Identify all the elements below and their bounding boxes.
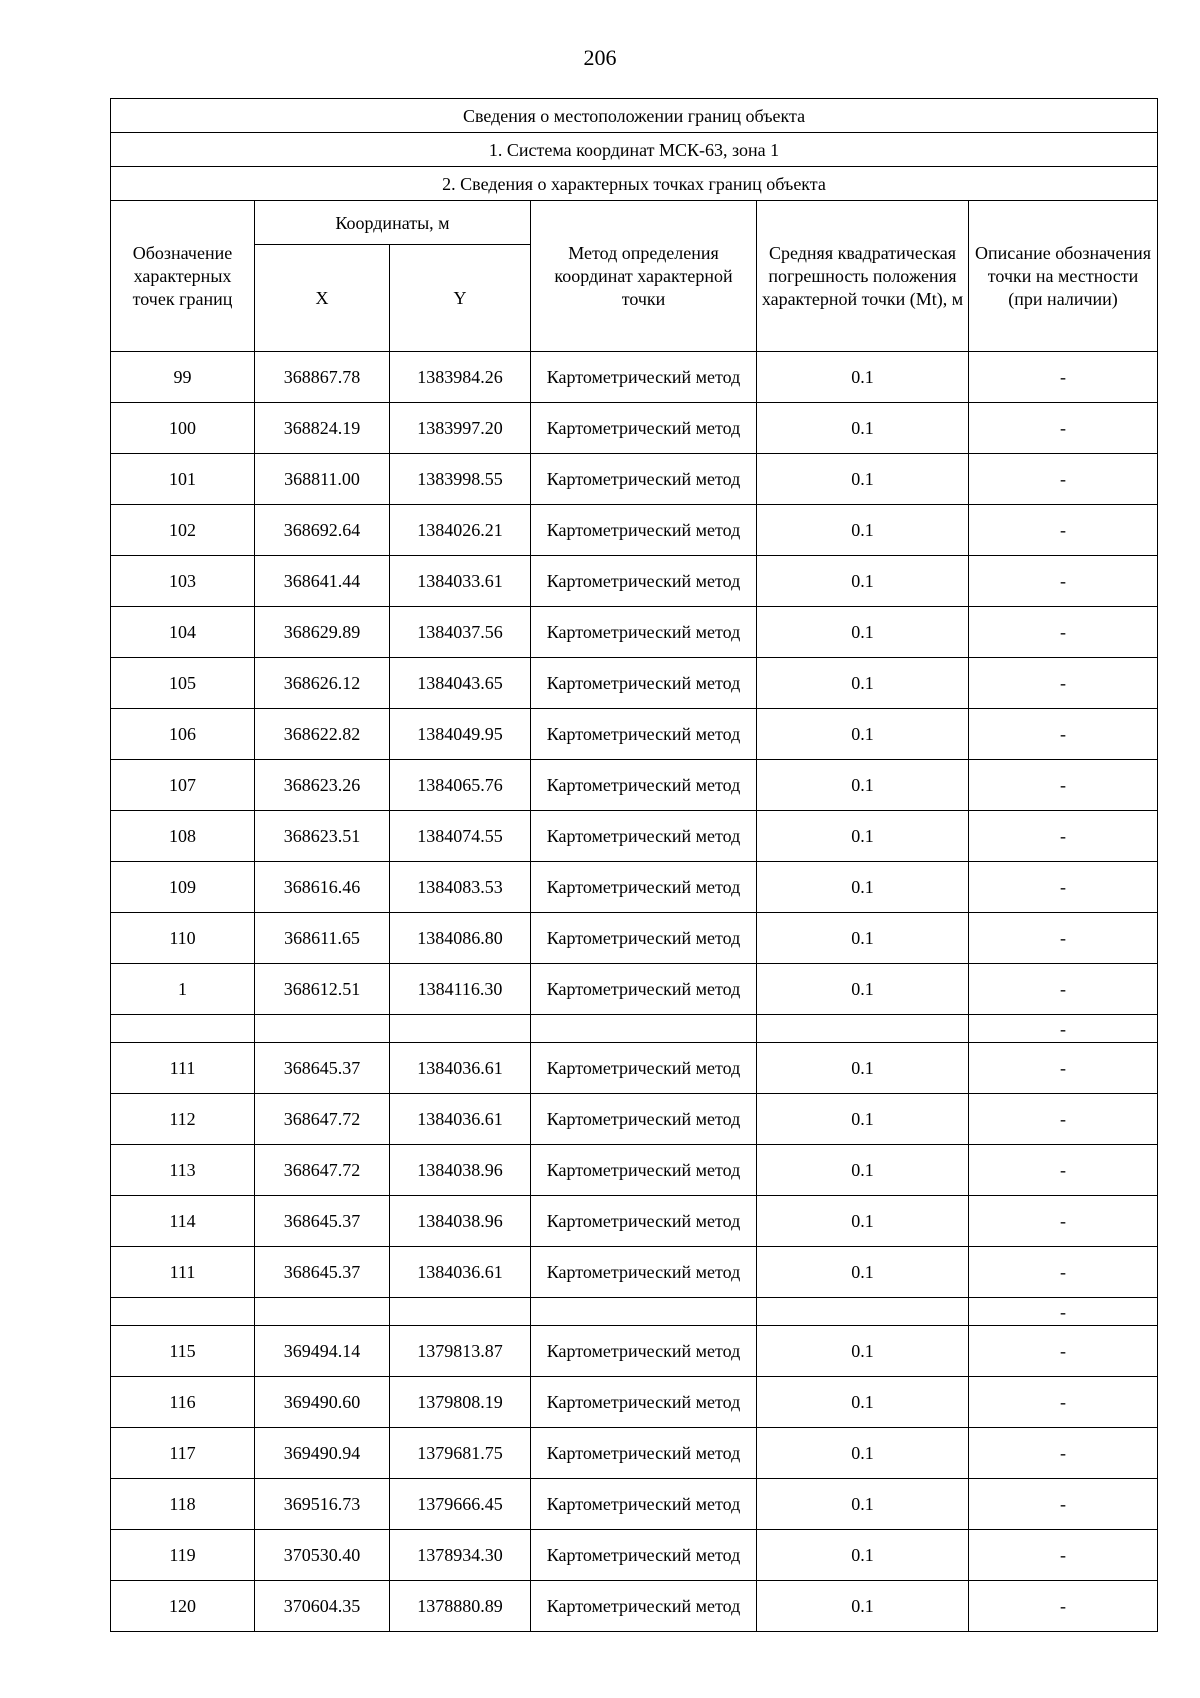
cell-error: 0.1	[757, 1094, 969, 1145]
cell-y: 1384033.61	[390, 556, 531, 607]
empty-cell	[111, 1298, 255, 1326]
cell-error: 0.1	[757, 505, 969, 556]
cell-x: 368811.00	[255, 454, 390, 505]
cell-y: 1384038.96	[390, 1145, 531, 1196]
cell-description: -	[969, 1298, 1158, 1326]
table-row	[111, 1428, 1158, 1479]
cell-description: -	[969, 1428, 1158, 1479]
cell-error: 0.1	[757, 556, 969, 607]
cell-point: 112	[111, 1094, 255, 1145]
cell-x: 369516.73	[255, 1479, 390, 1530]
cell-description: -	[969, 1581, 1158, 1632]
table-body	[111, 99, 1158, 1632]
cell-method: Картометрический метод	[531, 403, 757, 454]
cell-point: 1	[111, 964, 255, 1015]
cell-point: 118	[111, 1479, 255, 1530]
cell-point: 111	[111, 1043, 255, 1094]
cell-description: -	[969, 352, 1158, 403]
cell-description: -	[969, 1196, 1158, 1247]
cell-error: 0.1	[757, 1247, 969, 1298]
separator-row	[111, 1298, 1158, 1326]
table-title: Сведения о местоположении границ объекта	[111, 99, 1158, 133]
empty-cell	[531, 1015, 757, 1043]
cell-y: 1379666.45	[390, 1479, 531, 1530]
cell-description: -	[969, 1247, 1158, 1298]
cell-point: 107	[111, 760, 255, 811]
cell-point: 117	[111, 1428, 255, 1479]
cell-x: 368645.37	[255, 1247, 390, 1298]
table-row	[111, 1326, 1158, 1377]
cell-error: 0.1	[757, 1530, 969, 1581]
cell-x: 368612.51	[255, 964, 390, 1015]
cell-error: 0.1	[757, 1326, 969, 1377]
empty-cell	[757, 1015, 969, 1043]
cell-method: Картометрический метод	[531, 1581, 757, 1632]
table-row	[111, 811, 1158, 862]
cell-method: Картометрический метод	[531, 556, 757, 607]
cell-point: 115	[111, 1326, 255, 1377]
table-row	[111, 1043, 1158, 1094]
cell-y: 1383997.20	[390, 403, 531, 454]
section2-row	[111, 167, 1158, 201]
cell-method: Картометрический метод	[531, 913, 757, 964]
cell-y: 1384037.56	[390, 607, 531, 658]
cell-method: Картометрический метод	[531, 658, 757, 709]
cell-description: -	[969, 1326, 1158, 1377]
table-row	[111, 760, 1158, 811]
cell-description: -	[969, 1043, 1158, 1094]
cell-x: 370530.40	[255, 1530, 390, 1581]
cell-x: 370604.35	[255, 1581, 390, 1632]
cell-point: 116	[111, 1377, 255, 1428]
cell-y: 1384083.53	[390, 862, 531, 913]
cell-description: -	[969, 862, 1158, 913]
header-point-designation: Обозначение характерных точек границ	[111, 201, 255, 352]
cell-point: 111	[111, 1247, 255, 1298]
cell-y: 1378934.30	[390, 1530, 531, 1581]
cell-error: 0.1	[757, 760, 969, 811]
cell-x: 368626.12	[255, 658, 390, 709]
cell-point: 101	[111, 454, 255, 505]
table-row	[111, 1094, 1158, 1145]
empty-cell	[255, 1015, 390, 1043]
cell-error: 0.1	[757, 1377, 969, 1428]
cell-description: -	[969, 964, 1158, 1015]
cell-description: -	[969, 1145, 1158, 1196]
cell-y: 1379813.87	[390, 1326, 531, 1377]
cell-y: 1384049.95	[390, 709, 531, 760]
cell-description: -	[969, 607, 1158, 658]
cell-method: Картометрический метод	[531, 1145, 757, 1196]
cell-point: 106	[111, 709, 255, 760]
cell-x: 368611.65	[255, 913, 390, 964]
cell-method: Картометрический метод	[531, 505, 757, 556]
cell-method: Картометрический метод	[531, 1326, 757, 1377]
cell-description: -	[969, 760, 1158, 811]
coordinates-table	[110, 98, 1158, 1632]
cell-y: 1379808.19	[390, 1377, 531, 1428]
cell-method: Картометрический метод	[531, 862, 757, 913]
cell-description: -	[969, 913, 1158, 964]
table-row	[111, 1145, 1158, 1196]
cell-point: 104	[111, 607, 255, 658]
separator-row	[111, 1015, 1158, 1043]
header-coordinates: Координаты, м	[255, 201, 531, 245]
cell-description: -	[969, 454, 1158, 505]
header-y: Y	[390, 245, 531, 352]
table-row	[111, 1377, 1158, 1428]
header-x: X	[255, 245, 390, 352]
cell-y: 1384074.55	[390, 811, 531, 862]
cell-point: 102	[111, 505, 255, 556]
cell-point: 108	[111, 811, 255, 862]
table-row	[111, 352, 1158, 403]
cell-point: 103	[111, 556, 255, 607]
header-error: Средняя квадратическая погрешность положения характерной точки (Mt), м	[757, 201, 969, 352]
table-row	[111, 607, 1158, 658]
cell-description: -	[969, 1479, 1158, 1530]
cell-error: 0.1	[757, 1145, 969, 1196]
header-description: Описание обозначения точки на местности (при наличии)	[969, 201, 1158, 352]
cell-description: -	[969, 1015, 1158, 1043]
cell-description: -	[969, 709, 1158, 760]
cell-error: 0.1	[757, 964, 969, 1015]
cell-x: 368623.51	[255, 811, 390, 862]
cell-point: 110	[111, 913, 255, 964]
cell-y: 1384036.61	[390, 1247, 531, 1298]
table-row	[111, 862, 1158, 913]
cell-error: 0.1	[757, 913, 969, 964]
cell-description: -	[969, 1377, 1158, 1428]
cell-point: 114	[111, 1196, 255, 1247]
empty-cell	[531, 1298, 757, 1326]
cell-method: Картометрический метод	[531, 760, 757, 811]
cell-y: 1384036.61	[390, 1094, 531, 1145]
cell-point: 105	[111, 658, 255, 709]
cell-x: 368641.44	[255, 556, 390, 607]
table-row	[111, 505, 1158, 556]
cell-error: 0.1	[757, 403, 969, 454]
table-row	[111, 964, 1158, 1015]
cell-x: 368647.72	[255, 1094, 390, 1145]
cell-method: Картометрический метод	[531, 1043, 757, 1094]
cell-x: 368824.19	[255, 403, 390, 454]
cell-error: 0.1	[757, 1196, 969, 1247]
table-row	[111, 913, 1158, 964]
cell-method: Картометрический метод	[531, 964, 757, 1015]
cell-x: 369494.14	[255, 1326, 390, 1377]
cell-error: 0.1	[757, 862, 969, 913]
cell-method: Картометрический метод	[531, 1530, 757, 1581]
cell-description: -	[969, 1094, 1158, 1145]
empty-cell	[111, 1015, 255, 1043]
cell-error: 0.1	[757, 1581, 969, 1632]
cell-description: -	[969, 658, 1158, 709]
cell-y: 1384038.96	[390, 1196, 531, 1247]
cell-error: 0.1	[757, 811, 969, 862]
cell-x: 368629.89	[255, 607, 390, 658]
cell-method: Картометрический метод	[531, 1377, 757, 1428]
cell-y: 1383984.26	[390, 352, 531, 403]
cell-description: -	[969, 556, 1158, 607]
cell-point: 109	[111, 862, 255, 913]
cell-method: Картометрический метод	[531, 709, 757, 760]
cell-method: Картометрический метод	[531, 1094, 757, 1145]
cell-y: 1378880.89	[390, 1581, 531, 1632]
cell-method: Картометрический метод	[531, 1479, 757, 1530]
cell-x: 368692.64	[255, 505, 390, 556]
cell-y: 1384043.65	[390, 658, 531, 709]
cell-description: -	[969, 505, 1158, 556]
cell-error: 0.1	[757, 1043, 969, 1094]
cell-method: Картометрический метод	[531, 811, 757, 862]
cell-x: 368622.82	[255, 709, 390, 760]
table-row	[111, 403, 1158, 454]
cell-method: Картометрический метод	[531, 352, 757, 403]
cell-error: 0.1	[757, 352, 969, 403]
cell-x: 368645.37	[255, 1043, 390, 1094]
cell-y: 1379681.75	[390, 1428, 531, 1479]
cell-error: 0.1	[757, 1428, 969, 1479]
cell-description: -	[969, 403, 1158, 454]
cell-error: 0.1	[757, 454, 969, 505]
cell-method: Картометрический метод	[531, 1247, 757, 1298]
cell-y: 1383998.55	[390, 454, 531, 505]
table-row	[111, 709, 1158, 760]
cell-error: 0.1	[757, 709, 969, 760]
cell-point: 120	[111, 1581, 255, 1632]
cell-point: 99	[111, 352, 255, 403]
table-row	[111, 1247, 1158, 1298]
cell-description: -	[969, 811, 1158, 862]
page-number: 206	[583, 45, 617, 70]
empty-cell	[390, 1298, 531, 1326]
empty-cell	[255, 1298, 390, 1326]
cell-error: 0.1	[757, 1479, 969, 1530]
cell-y: 1384036.61	[390, 1043, 531, 1094]
cell-y: 1384116.30	[390, 964, 531, 1015]
cell-method: Картометрический метод	[531, 1428, 757, 1479]
cell-point: 100	[111, 403, 255, 454]
table-row	[111, 454, 1158, 505]
header-row-1	[111, 201, 1158, 245]
cell-description: -	[969, 1530, 1158, 1581]
cell-y: 1384026.21	[390, 505, 531, 556]
cell-error: 0.1	[757, 607, 969, 658]
cell-x: 368645.37	[255, 1196, 390, 1247]
table-row	[111, 1581, 1158, 1632]
cell-x: 369490.94	[255, 1428, 390, 1479]
table-row	[111, 556, 1158, 607]
cell-x: 368623.26	[255, 760, 390, 811]
table-title-row	[111, 99, 1158, 133]
empty-cell	[757, 1298, 969, 1326]
cell-y: 1384086.80	[390, 913, 531, 964]
cell-point: 113	[111, 1145, 255, 1196]
cell-x: 368616.46	[255, 862, 390, 913]
points-section: 2. Сведения о характерных точках границ объекта	[111, 167, 1158, 201]
table-row	[111, 1479, 1158, 1530]
cell-error: 0.1	[757, 658, 969, 709]
cell-method: Картометрический метод	[531, 607, 757, 658]
table-row	[111, 658, 1158, 709]
cell-point: 119	[111, 1530, 255, 1581]
header-method: Метод определения координат характерной точки	[531, 201, 757, 352]
table-row	[111, 1196, 1158, 1247]
cell-y: 1384065.76	[390, 760, 531, 811]
coordinate-system-section: 1. Система координат МСК-63, зона 1	[111, 133, 1158, 167]
cell-x: 369490.60	[255, 1377, 390, 1428]
cell-method: Картометрический метод	[531, 454, 757, 505]
section1-row	[111, 133, 1158, 167]
cell-method: Картометрический метод	[531, 1196, 757, 1247]
cell-x: 368647.72	[255, 1145, 390, 1196]
table-row	[111, 1530, 1158, 1581]
cell-x: 368867.78	[255, 352, 390, 403]
empty-cell	[390, 1015, 531, 1043]
